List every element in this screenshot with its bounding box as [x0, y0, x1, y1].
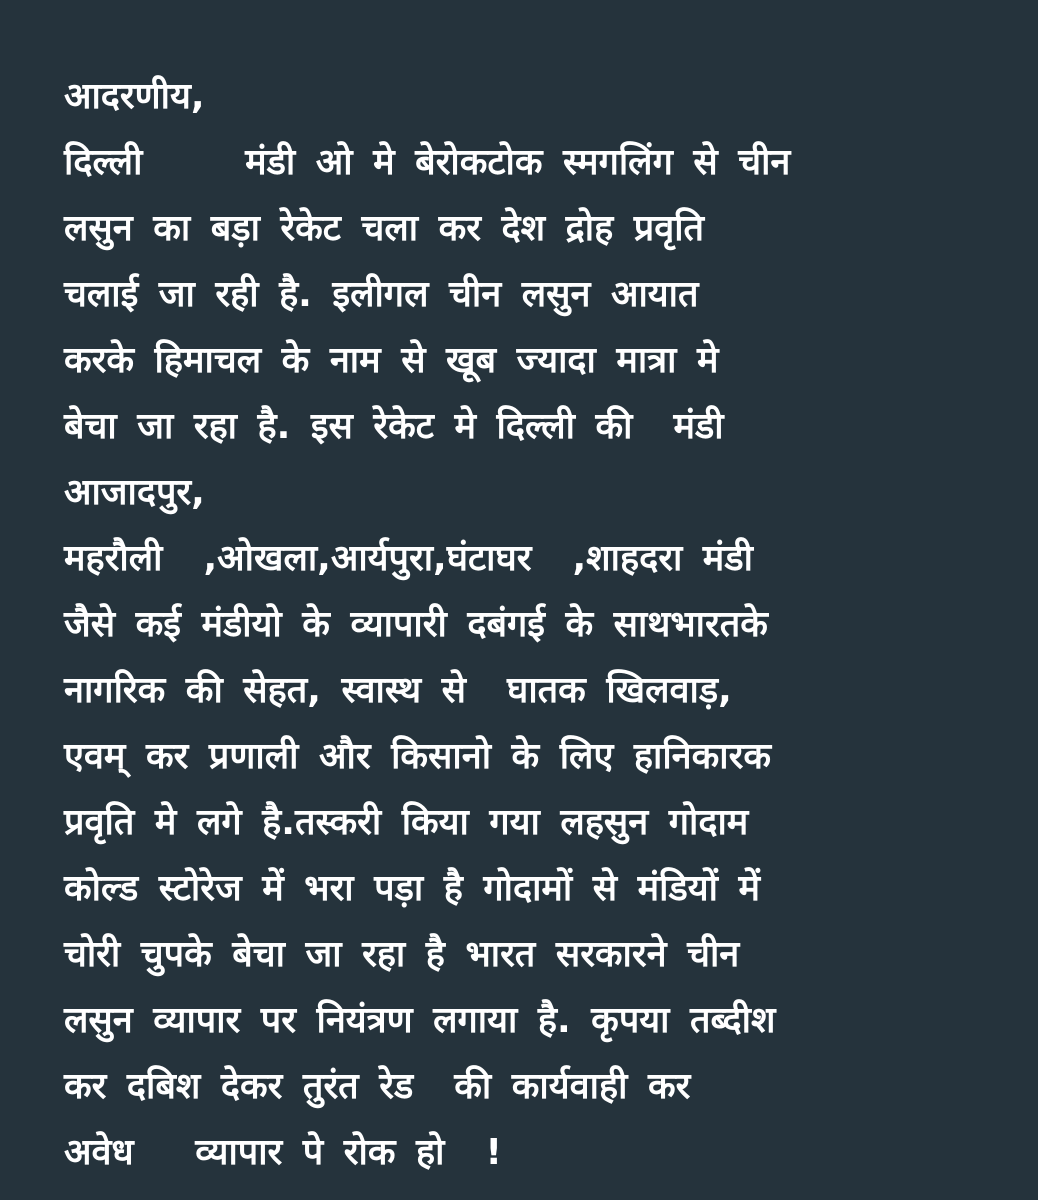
text-line: एवम् कर प्रणाली और किसानो के लिए हानिकारक — [64, 736, 771, 777]
text-line: चलाई जा रही है. इलीगल चीन लसुन आयात — [64, 274, 699, 315]
text-line: आजादपुर, — [64, 472, 205, 513]
salutation-line: आदरणीय, — [64, 76, 205, 117]
text-line: कोल्ड स्टोरेज में भरा पड़ा है गोदामों से मंडियों में — [64, 868, 761, 909]
text-line: लसुन का बड़ा रेकेट चला कर देश द्रोह प्रवृति — [64, 208, 705, 249]
text-line: नागरिक की सेहत, स्वास्थ से घातक खिलवाड़, — [64, 670, 732, 711]
text-line: जैसे कई मंडीयो के व्यापारी दबंगई के साथभारतके — [64, 604, 768, 645]
text-line: कर दबिश देकर तुरंत रेड की कार्यवाही कर — [64, 1066, 691, 1107]
closing-line: अवेध व्यापार पे रोक हो ! — [64, 1132, 502, 1173]
text-line: दिल्ली मंडी ओ मे बेरोकटोक स्मगलिंग से चीन — [64, 142, 791, 183]
text-line: करके हिमाचल के नाम से खूब ज्यादा मात्रा मे — [64, 340, 719, 381]
text-line: चोरी चुपके बेचा जा रहा है भारत सरकारने चीन — [64, 934, 740, 975]
text-line: प्रवृति मे लगे है.तस्करी किया गया लहसुन गोदाम — [64, 802, 749, 843]
text-line: लसुन व्यापार पर नियंत्रण लगाया है. कृपया तब्दीश — [64, 1000, 776, 1041]
text-line: बेचा जा रहा है. इस रेकेट मे दिल्ली की मंडी — [64, 406, 724, 447]
text-line: महरौली ,ओखला,आर्यपुरा,घंटाघर ,शाहदरा मंडी — [64, 538, 753, 579]
